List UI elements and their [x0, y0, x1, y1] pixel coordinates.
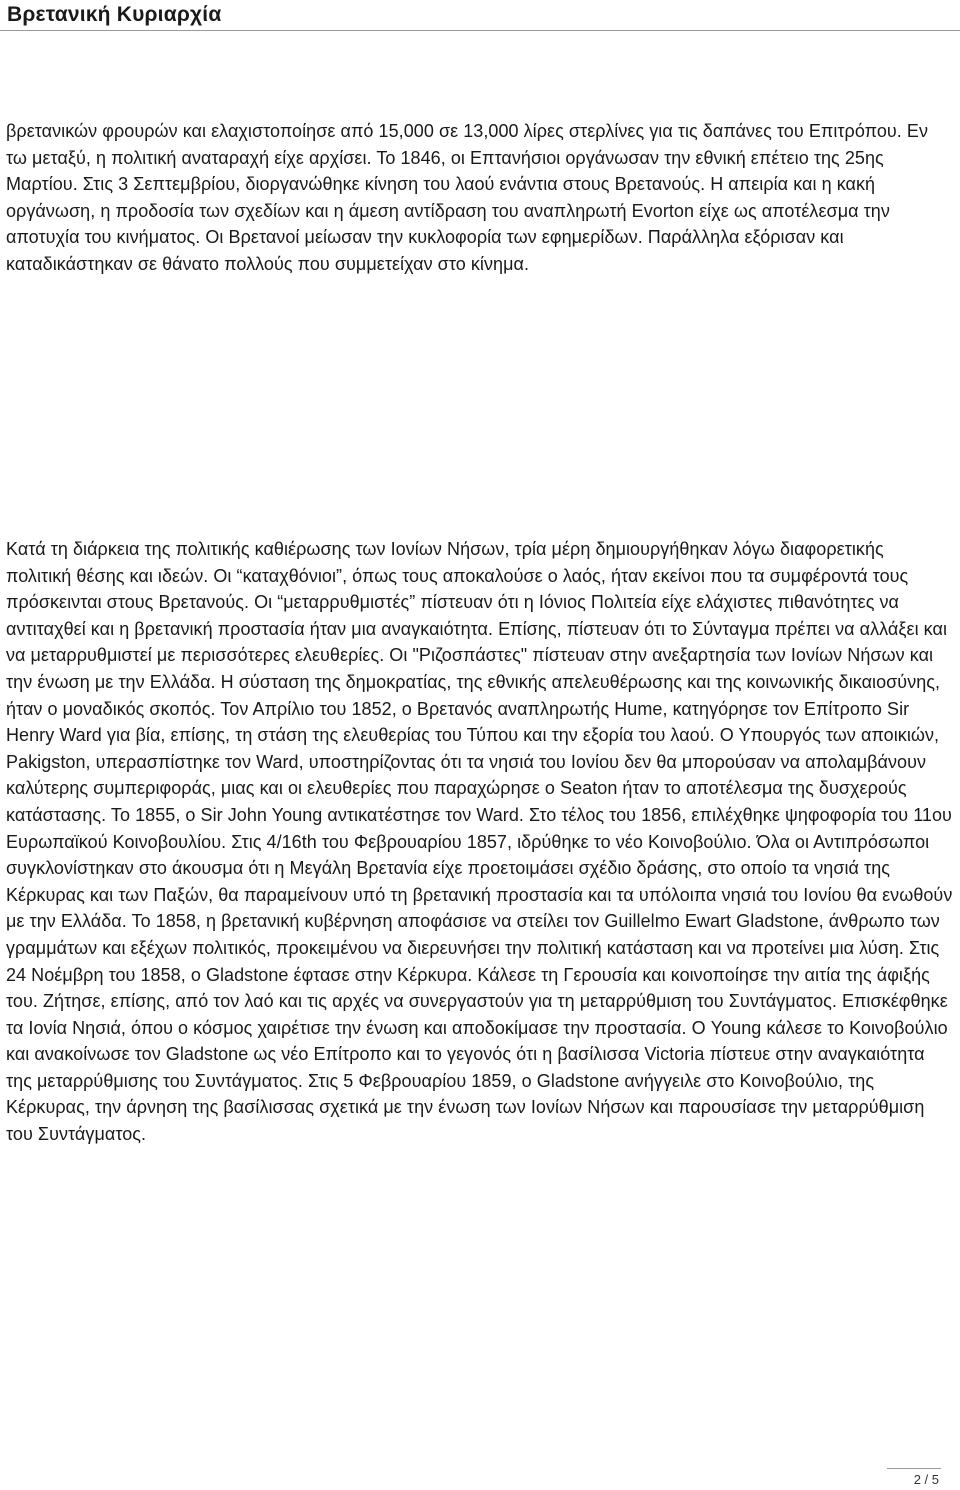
body-paragraph-1: βρετανικών φρουρών και ελαχιστοποίησε από 15,000 σε 13,000 λίρες στερλίνες για τις δαπάνες του Επιτρόπου. Εν τω μεταξύ, η πολιτική αναταραχή είχε αρχίσει. Το 1846, οι Επτανήσιοι οργάνωσαν την εθνική επέτειο της 25ης Μαρτίου. Στις 3 Σεπτεμβρίου, διοργανώθηκε κίνηση του λαού ενάντια στους Βρετανούς. Η απειρία και η κακή οργάνωση, η προδοσία των σχεδίων και η άμεση αντίδραση του αναπληρωτή Evorton είχε ως αποτέλεσμα την αποτυχία του κινήματος. Οι Βρετανοί μείωσαν την κυκλοφορία των εφημερίδων. Παράλληλα εξόρισαν και καταδικάστηκαν σε θάνατο πολλούς που συμμετείχαν στο κίνημα.	[6, 121, 929, 274]
page-title: Βρετανική Κυριαρχία	[7, 3, 222, 26]
body-paragraph-2: Κατά τη διάρκεια της πολιτικής καθιέρωσης των Ιονίων Νήσων, τρία μέρη δημιουργήθηκαν λόγω διαφορετικής πολιτική θέσης και ιδεών. Οι “καταχθόνιοι”, όπως τους αποκαλούσε ο λαός, ήταν εκείνοι που τα συμφέροντά τους πρόσκεινται στους Βρετανούς. Οι “μεταρρυθμιστές” πίστευαν ότι η Ιόνιος Πολιτεία είχε ελάχιστες πιθανότητες να αντιταχθεί και η βρετανική προστασία ήταν μια αναγκαιότητα. Επίσης, πίστευαν ότι το Σύνταγμα πρέπει να αλλάξει και να μεταρρυθμιστεί με περισσότερες ελευθερίες. Οι "Ριζοσπάστες" πίστευαν στην ανεξαρτησία των Ιονίων Νήσων και την ένωση με την Ελλάδα. Η σύσταση της δημοκρατίας, της εθνικής απελευθέρωσης και της κοινωνικής δικαιοσύνης, ήταν ο μοναδικός σκοπός. Τον Απρίλιο του 1852, ο Βρετανός αναπληρωτής Hume, κατηγόρησε τον Επίτροπο Sir Henry Ward για βία, επίσης, τη στάση της ελευθερίας του Τύπου και την εξορία του λαού. Ο Υπουργός των αποικιών, Pakigston, υπερασπίστηκε τον Ward, υποστηρίζοντας ότι τα νησιά του Ιονίου δεν θα μπορούσαν να απολαμβάνουν καλύτερης συμπεριφοράς, μιας και οι ελευθερίες που παραχώρησε ο Seaton ήταν το αποτέλεσμα της δυσχερούς κατάστασης. Το 1855, ο Sir John Young αντικατέστησε τον Ward. Στο τέλος του 1856, επιλέχθηκε ψηφοφορία του 11ου Ευρωπαϊκού Κοινοβουλίου. Στις 4/16th του Φεβρουαρίου 1857, ιδρύθηκε το νέο Κοινοβούλιο. Όλα οι Αντιπρόσωποι συγκλονίστηκαν στο άκουσμα ότι η Μεγάλη Βρετανία είχε προετοιμάσει σχέδιο δράσης, στο οποίο τα νησιά της Κέρκυρας και των Παξών, θα παραμείνουν υπό τη βρετανική προστασία και τα υπόλοιπα νησιά του Ιονίου θα ενωθούν με την Ελλάδα. Το 1858, η βρετανική κυβέρνηση αποφάσισε να στείλει τον Guillelmo Ewart Gladstone, άνθρωπο των γραμμάτων και εξέχων πολιτικός, προκειμένου να διερευνήσει την πολιτική κατάσταση και να προτείνει μια λύση. Στις 24 Νοέμβρη του 1858, ο Gladstone έφτασε στην Κέρκυρα. Κάλεσε τη Γερουσία και κοινοποίησε την αιτία της άφιξής του. Ζήτησε, επίσης, από τον λαό και τις αρχές να συνεργαστούν για τη μεταρρύθμιση του Συντάγματος. Επισκέφθηκε τα Ιονία Νησιά, όπου ο κόσμος χαιρέτισε την ένωση και αποδοκίμασε την προστασία. Ο Young κάλεσε το Κοινοβούλιο και ανακοίνωσε τον Gladstone ως νέο Επίτροπο και το γεγονός ότι η βασίλισσα Victoria πίστευε στην αναγκαιότητα της μεταρρύθμισης του Συντάγματος. Στις 5 Φεβρουαρίου 1859, ο Gladstone ανήγγειλε στο Κοινοβούλιο, της Κέρκυρας, την άρνηση της βασίλισσας σχετικά με την ένωση των Ιονίων Νήσων και παρουσίασε την μεταρρύθμιση του Συντάγματος.	[6, 539, 953, 1145]
page-number: 2 / 5	[913, 1472, 939, 1487]
header-divider	[0, 30, 960, 31]
footer-divider	[887, 1468, 941, 1469]
page-header	[0, 0, 960, 34]
